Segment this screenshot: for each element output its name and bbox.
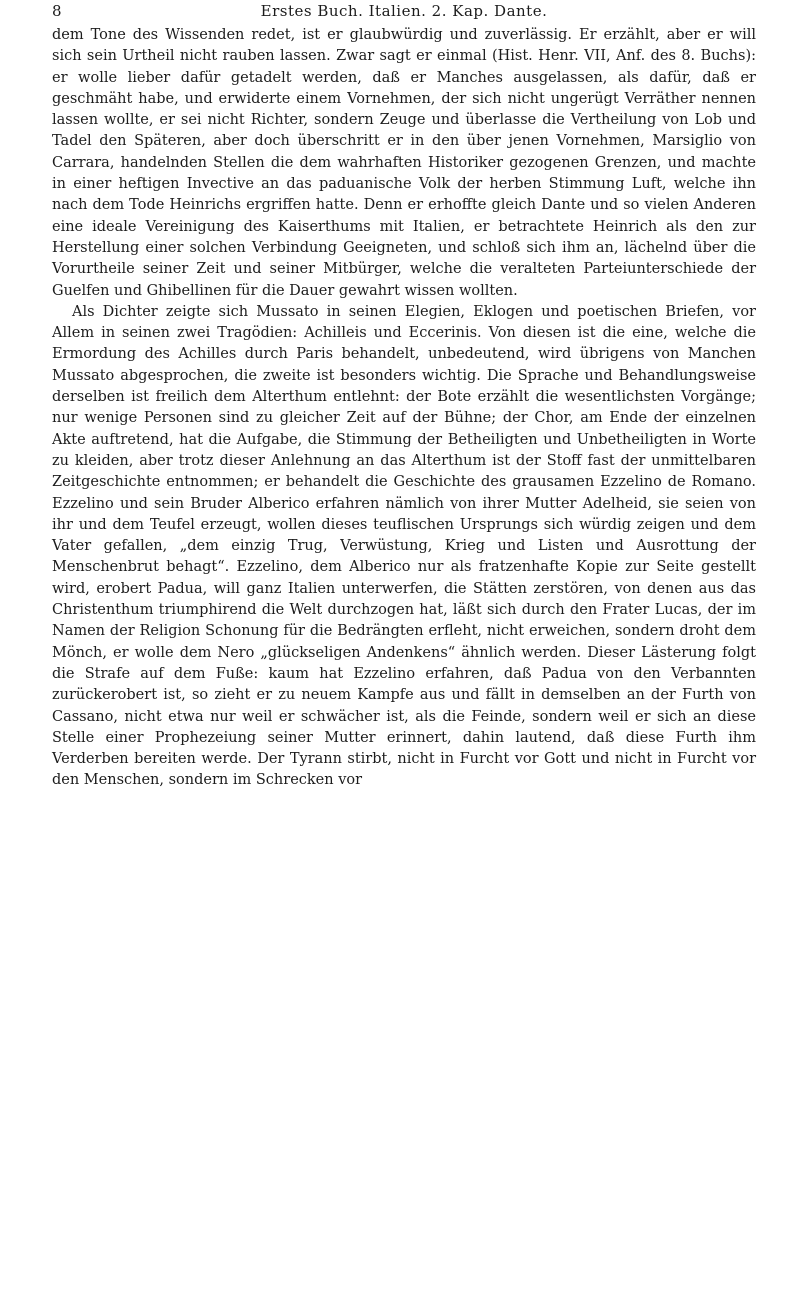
body-text: [52, 25, 756, 792]
page-number: 8: [52, 2, 63, 20]
page-header: [52, 2, 756, 22]
paragraph: Als Dichter zeigte sich Mussato in seinen Elegien, Eklogen und poetischen Briefen, vor Allem in seinen zwei Tragödien: Achilleis und Eccerinis. Von diesen ist die eine, welche die Ermordung des Achilles durch Paris behandelt, unbedeutend, wird übrigens von Manchen Mussato abgesprochen, die zweite ist besonders wichtig. Die Sprache und Behandlungsweise derselben ist freilich dem Alterthum entlehnt: der Bote erzählt die wesentlichsten Vorgänge; nur wenige Personen sind zu gleicher Zeit auf der Bühne; der Chor, am Ende der einzelnen Akte auftretend, hat die Aufgabe, die Stimmung der Betheiligten und Unbetheiligten in Worte zu kleiden, aber trotz dieser Anlehnung an das Alterthum ist der Stoff fast der unmittelbaren Zeitgeschichte entnommen; er behandelt die Geschichte des grausamen Ezzelino de Romano. Ezzelino und sein Bruder Alberico erfahren nämlich von ihrer Mutter Adelheid, sie seien von ihr und dem Teufel erzeugt, wollen dieses teuflischen Ursprungs sich würdig zeigen und dem Vater gefallen, „dem einzig Trug, Verwüstung, Krieg und Listen und Ausrottung der Menschenbrut behagt“. Ezzelino, dem Alberico nur als fratzenhafte Kopie zur Seite gestellt wird, erobert Padua, will ganz Italien unterwerfen, die Stätten zerstören, von denen aus das Christenthum triumphirend die Welt durchzogen hat, läßt sich durch den Frater Lucas, der im Namen der Religion Schonung für die Bedrängten erfleht, nicht erweichen, sondern droht dem Mönch, er wolle dem Nero „glückseligen Andenkens“ ähnlich werden. Dieser Lästerung folgt die Strafe auf dem Fuße: kaum hat Ezzelino erfahren, daß Padua von den Verbannten zurückerobert ist, so zieht er zu neuem Kampfe aus und fällt in demselben an der Furth von Cassano, nicht etwa nur weil er schwächer ist, als die Feinde, sondern weil er sich an diese Stelle einer Prophezeiung seiner Mutter erinnert, dahin lautend, daß diese Furth ihm Verderben bereiten werde. Der Tyrann stirbt, nicht in Furcht vor Gott und nicht in Furcht vor den Menschen, sondern im Schrecken vor: [52, 303, 756, 789]
paragraph: dem Tone des Wissenden redet, ist er glaubwürdig und zuverlässig. Er erzählt, aber er will sich sein Urtheil nicht rauben lassen. Zwar sagt er einmal (Hist. Henr. VII, Anf. des 8. Buchs): er wolle lieber dafür getadelt werden, daß er Manches ausgelassen, als dafür, daß er geschmäht habe, und erwiderte einem Vornehmen, der sich nicht ungerügt Verräther nennen lassen wollte, er sei nicht Richter, sondern Zeuge und überlasse die Vertheilung von Lob und Tadel den Späteren, aber doch überschritt er in den über jenen Vornehmen, Marsiglio von Carrara, handelnden Stellen die dem wahrhaften Historiker gezogenen Grenzen, und machte in einer heftigen Invective an das paduanische Volk der herben Stimmung Luft, welche ihn nach dem Tode Heinrichs ergriffen hatte. Denn er erhoffte gleich Dante und so vielen Anderen eine ideale Vereinigung des Kaiserthums mit Italien, er betrachtete Heinrich als den zur Herstellung einer solchen Verbindung Geeigneten, und schloß sich ihm an, lächelnd über die Vorurtheile seiner Zeit und seiner Mitbürger, welche die veralteten Parteiunterschiede der Guelfen und Ghibellinen für die Dauer gewahrt wissen wollten.: [52, 27, 756, 299]
running-head: Erstes Buch. Italien. 2. Kap. Dante.: [260, 2, 548, 20]
